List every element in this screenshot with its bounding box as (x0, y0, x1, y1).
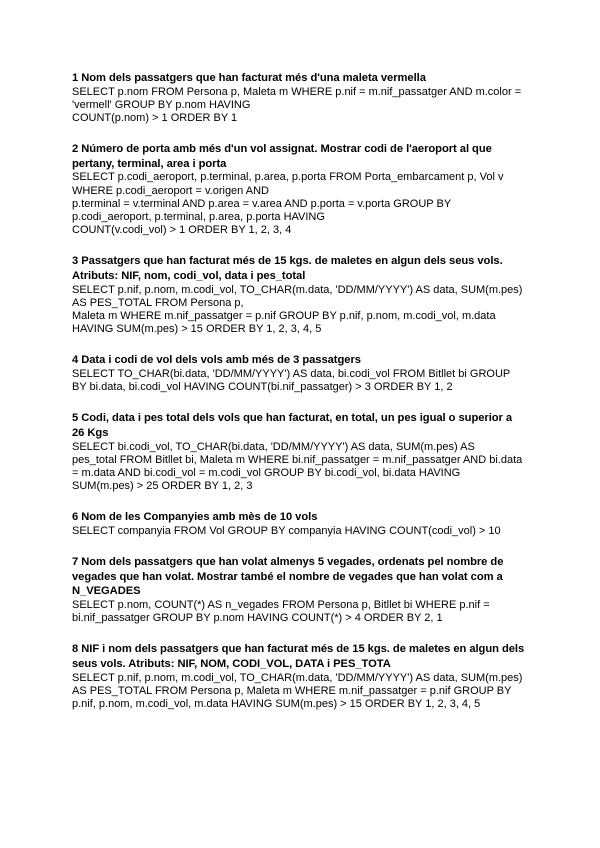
sql-line: bi.nif_passatger GROUP BY p.nom HAVING COUNT(*) > 4 ORDER BY 2, 1 (72, 612, 443, 625)
query-item-4 (72, 353, 532, 394)
sql-line: SELECT companyia FROM Vol GROUP BY companyia HAVING COUNT(codi_vol) > 10 (72, 525, 501, 537)
heading-line: 3 Passatgers que han facturat més de 15 kgs. de maletes en algun dels seus vols. (72, 255, 503, 268)
sql-block (72, 599, 532, 625)
heading-line: 7 Nom dels passatgers que han volat almenys 5 vegades, ordenats pel nombre de (72, 556, 504, 569)
sql-block (72, 368, 532, 394)
sql-line: pes_total FROM Bitllet bi, Maleta m WHERE bi.nif_passatger = m.nif_passatger AND bi.data (72, 453, 523, 466)
query-item-7 (72, 555, 532, 625)
query-item-3 (72, 254, 532, 336)
sql-block (72, 441, 532, 494)
heading-line: 4 Data i codi de vol dels vols amb més de 3 passatgers (72, 354, 361, 367)
query-heading (72, 71, 532, 86)
heading-line: N_VEGADES (72, 585, 141, 598)
heading-line: vegades que han volat. Mostrar també el nombre de vegades que han volat com a (72, 570, 503, 583)
sql-line: p.nif, p.nom, m.codi_vol, m.data HAVING SUM(m.pes) > 15 ORDER BY 1, 2, 3, 4, 5 (72, 697, 481, 710)
heading-line: 1 Nom dels passatgers que han facturat més d'una maleta vermella (72, 72, 426, 84)
query-heading (72, 353, 532, 368)
query-heading (72, 411, 532, 440)
query-heading (72, 254, 532, 283)
sql-line: SELECT p.nom FROM Persona p, Maleta m WHERE p.nif = m.nif_passatger AND m.color = (72, 85, 522, 98)
sql-line: SELECT p.nif, p.nom, m.codi_vol, TO_CHAR(m.data, 'DD/MM/YYYY') AS data, SUM(m.pes) (72, 283, 523, 296)
sql-line: AS PES_TOTAL FROM Persona p, Maleta m WHERE m.nif_passatger = p.nif GROUP BY (72, 684, 512, 697)
heading-line: 5 Codi, data i pes total dels vols que han facturat, en total, un pes igual o superior a (72, 412, 513, 425)
sql-line: 'vermell' GROUP BY p.nom HAVING (72, 98, 251, 111)
sql-line: SELECT TO_CHAR(bi.data, 'DD/MM/YYYY') AS data, bi.codi_vol FROM Bitllet bi GROUP (72, 368, 511, 380)
query-item-5 (72, 411, 532, 493)
sql-line: WHERE p.codi_aeroport = v.origen AND (72, 184, 269, 197)
heading-line: 8 NIF i nom dels passatgers que han facturat més de 15 kgs. de maletes en algun dels (72, 643, 525, 656)
heading-line: 2 Número de porta amb més d'un vol assignat. Mostrar codi de l'aeroport al que (72, 143, 492, 156)
heading-line: 6 Nom de les Companyies amb mès de 10 vols (72, 511, 318, 524)
sql-line: = m.data AND bi.codi_vol = m.codi_vol GROUP BY bi.codi_vol, bi.data HAVING (72, 467, 461, 479)
document-content (72, 71, 532, 728)
sql-line: HAVING SUM(m.pes) > 15 ORDER BY 1, 2, 3, 4, 5 (72, 323, 322, 336)
heading-line: pertany, terminal, area i porta (72, 157, 227, 170)
sql-block (72, 171, 532, 237)
query-heading (72, 142, 532, 171)
query-heading (72, 642, 532, 671)
query-item-8 (72, 642, 532, 711)
sql-line: Maleta m WHERE m.nif_passatger = p.nif GROUP BY p.nif, p.nom, m.codi_vol, m.data (72, 310, 496, 322)
sql-line: SELECT p.nom, COUNT(*) AS n_vegades FROM Persona p, Bitllet bi WHERE p.nif = (72, 598, 490, 611)
query-heading (72, 555, 532, 599)
query-item-1 (72, 71, 532, 125)
sql-line: SELECT bi.codi_vol, TO_CHAR(bi.data, 'DD/MM/YYYY') AS data, SUM(m.pes) AS (72, 440, 475, 453)
sql-line: SUM(m.pes) > 25 ORDER BY 1, 2, 3 (72, 480, 253, 493)
sql-block (72, 525, 532, 538)
query-item-6 (72, 510, 532, 538)
query-heading (72, 510, 532, 525)
query-item-2 (72, 142, 532, 237)
sql-line: COUNT(v.codi_vol) > 1 ORDER BY 1, 2, 3, 4 (72, 224, 292, 237)
sql-line: SELECT p.codi_aeroport, p.terminal, p.area, p.porta FROM Porta_embarcament p, Vol v (72, 171, 504, 184)
sql-line: p.terminal = v.terminal AND p.area = v.area AND p.porta = v.porta GROUP BY (72, 197, 452, 210)
sql-line: SELECT p.nif, p.nom, m.codi_vol, TO_CHAR(m.data, 'DD/MM/YYYY') AS data, SUM(m.pes) (72, 671, 523, 684)
heading-line: seus vols. Atributs: NIF, NOM, CODI_VOL, DATA i PES_TOTA (72, 657, 391, 670)
sql-line: COUNT(p.nom) > 1 ORDER BY 1 (72, 112, 238, 124)
heading-line: Atributs: NIF, nom, codi_vol, data i pes_total (72, 270, 306, 282)
sql-block (72, 284, 532, 337)
heading-line: 26 Kgs (72, 427, 109, 439)
sql-block (72, 86, 532, 126)
sql-block (72, 672, 532, 712)
sql-line: BY bi.data, bi.codi_vol HAVING COUNT(bi.nif_passatger) > 3 ORDER BY 1, 2 (72, 381, 453, 394)
sql-line: p.codi_aeroport, p.terminal, p.area, p.porta HAVING (72, 211, 325, 223)
sql-line: AS PES_TOTAL FROM Persona p, (72, 296, 244, 309)
